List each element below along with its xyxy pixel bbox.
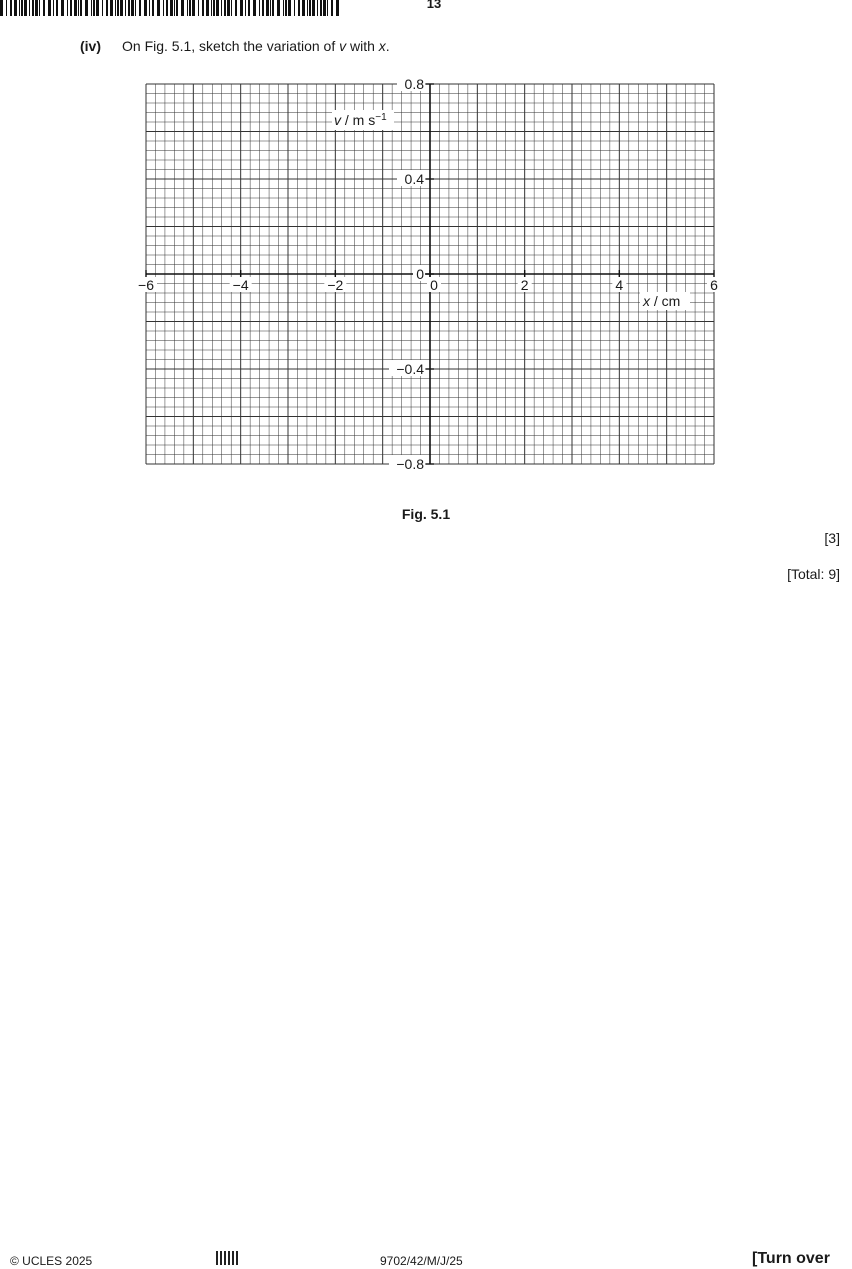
x-tick-label: 6 bbox=[710, 277, 718, 293]
x-tick-label: −4 bbox=[232, 277, 249, 293]
page-number: 13 bbox=[426, 0, 442, 11]
svg-text:x / cm: x / cm bbox=[643, 293, 681, 309]
footer-copyright: © UCLES 2025 bbox=[10, 1254, 93, 1268]
y-tick-label: −0.4 bbox=[396, 361, 424, 377]
footer-paper-code: 9702/42/M/J/25 bbox=[380, 1254, 463, 1268]
question-part-label: (iv) bbox=[80, 38, 101, 54]
marks-label: [3] bbox=[824, 530, 840, 546]
y-axis-label bbox=[332, 110, 394, 130]
question-text bbox=[122, 38, 390, 54]
y-tick-label: 0.8 bbox=[404, 76, 424, 92]
footer-turn-over: [Turn over bbox=[752, 1250, 830, 1267]
graph-grid[interactable] bbox=[120, 70, 740, 490]
barcode-image bbox=[0, 0, 340, 16]
question-text-start: On Fig. 5.1, sketch the variation of bbox=[122, 38, 340, 54]
question-var-x: x bbox=[378, 38, 386, 54]
figure-caption: Fig. 5.1 bbox=[401, 506, 451, 522]
total-marks-label: [Total: 9] bbox=[787, 566, 840, 582]
x-tick-label: 4 bbox=[615, 277, 624, 293]
y-tick-label: 0 bbox=[416, 266, 424, 282]
question-text-end: . bbox=[385, 38, 390, 54]
x-axis-label bbox=[640, 292, 690, 310]
x-tick-label: −6 bbox=[138, 277, 154, 293]
qr-code-image bbox=[214, 1251, 238, 1265]
question-var-v: v bbox=[339, 38, 347, 54]
y-tick-label: 0.4 bbox=[404, 171, 424, 187]
svg-text:v / m s−1: v / m $s^{-1}$ bbox=[334, 111, 387, 128]
y-tick-label: −0.8 bbox=[396, 456, 424, 472]
x-tick-label: 0 bbox=[430, 277, 438, 293]
x-tick-label: 2 bbox=[520, 277, 529, 293]
question-text-mid: with bbox=[346, 38, 379, 54]
x-tick-label: −2 bbox=[327, 277, 344, 293]
